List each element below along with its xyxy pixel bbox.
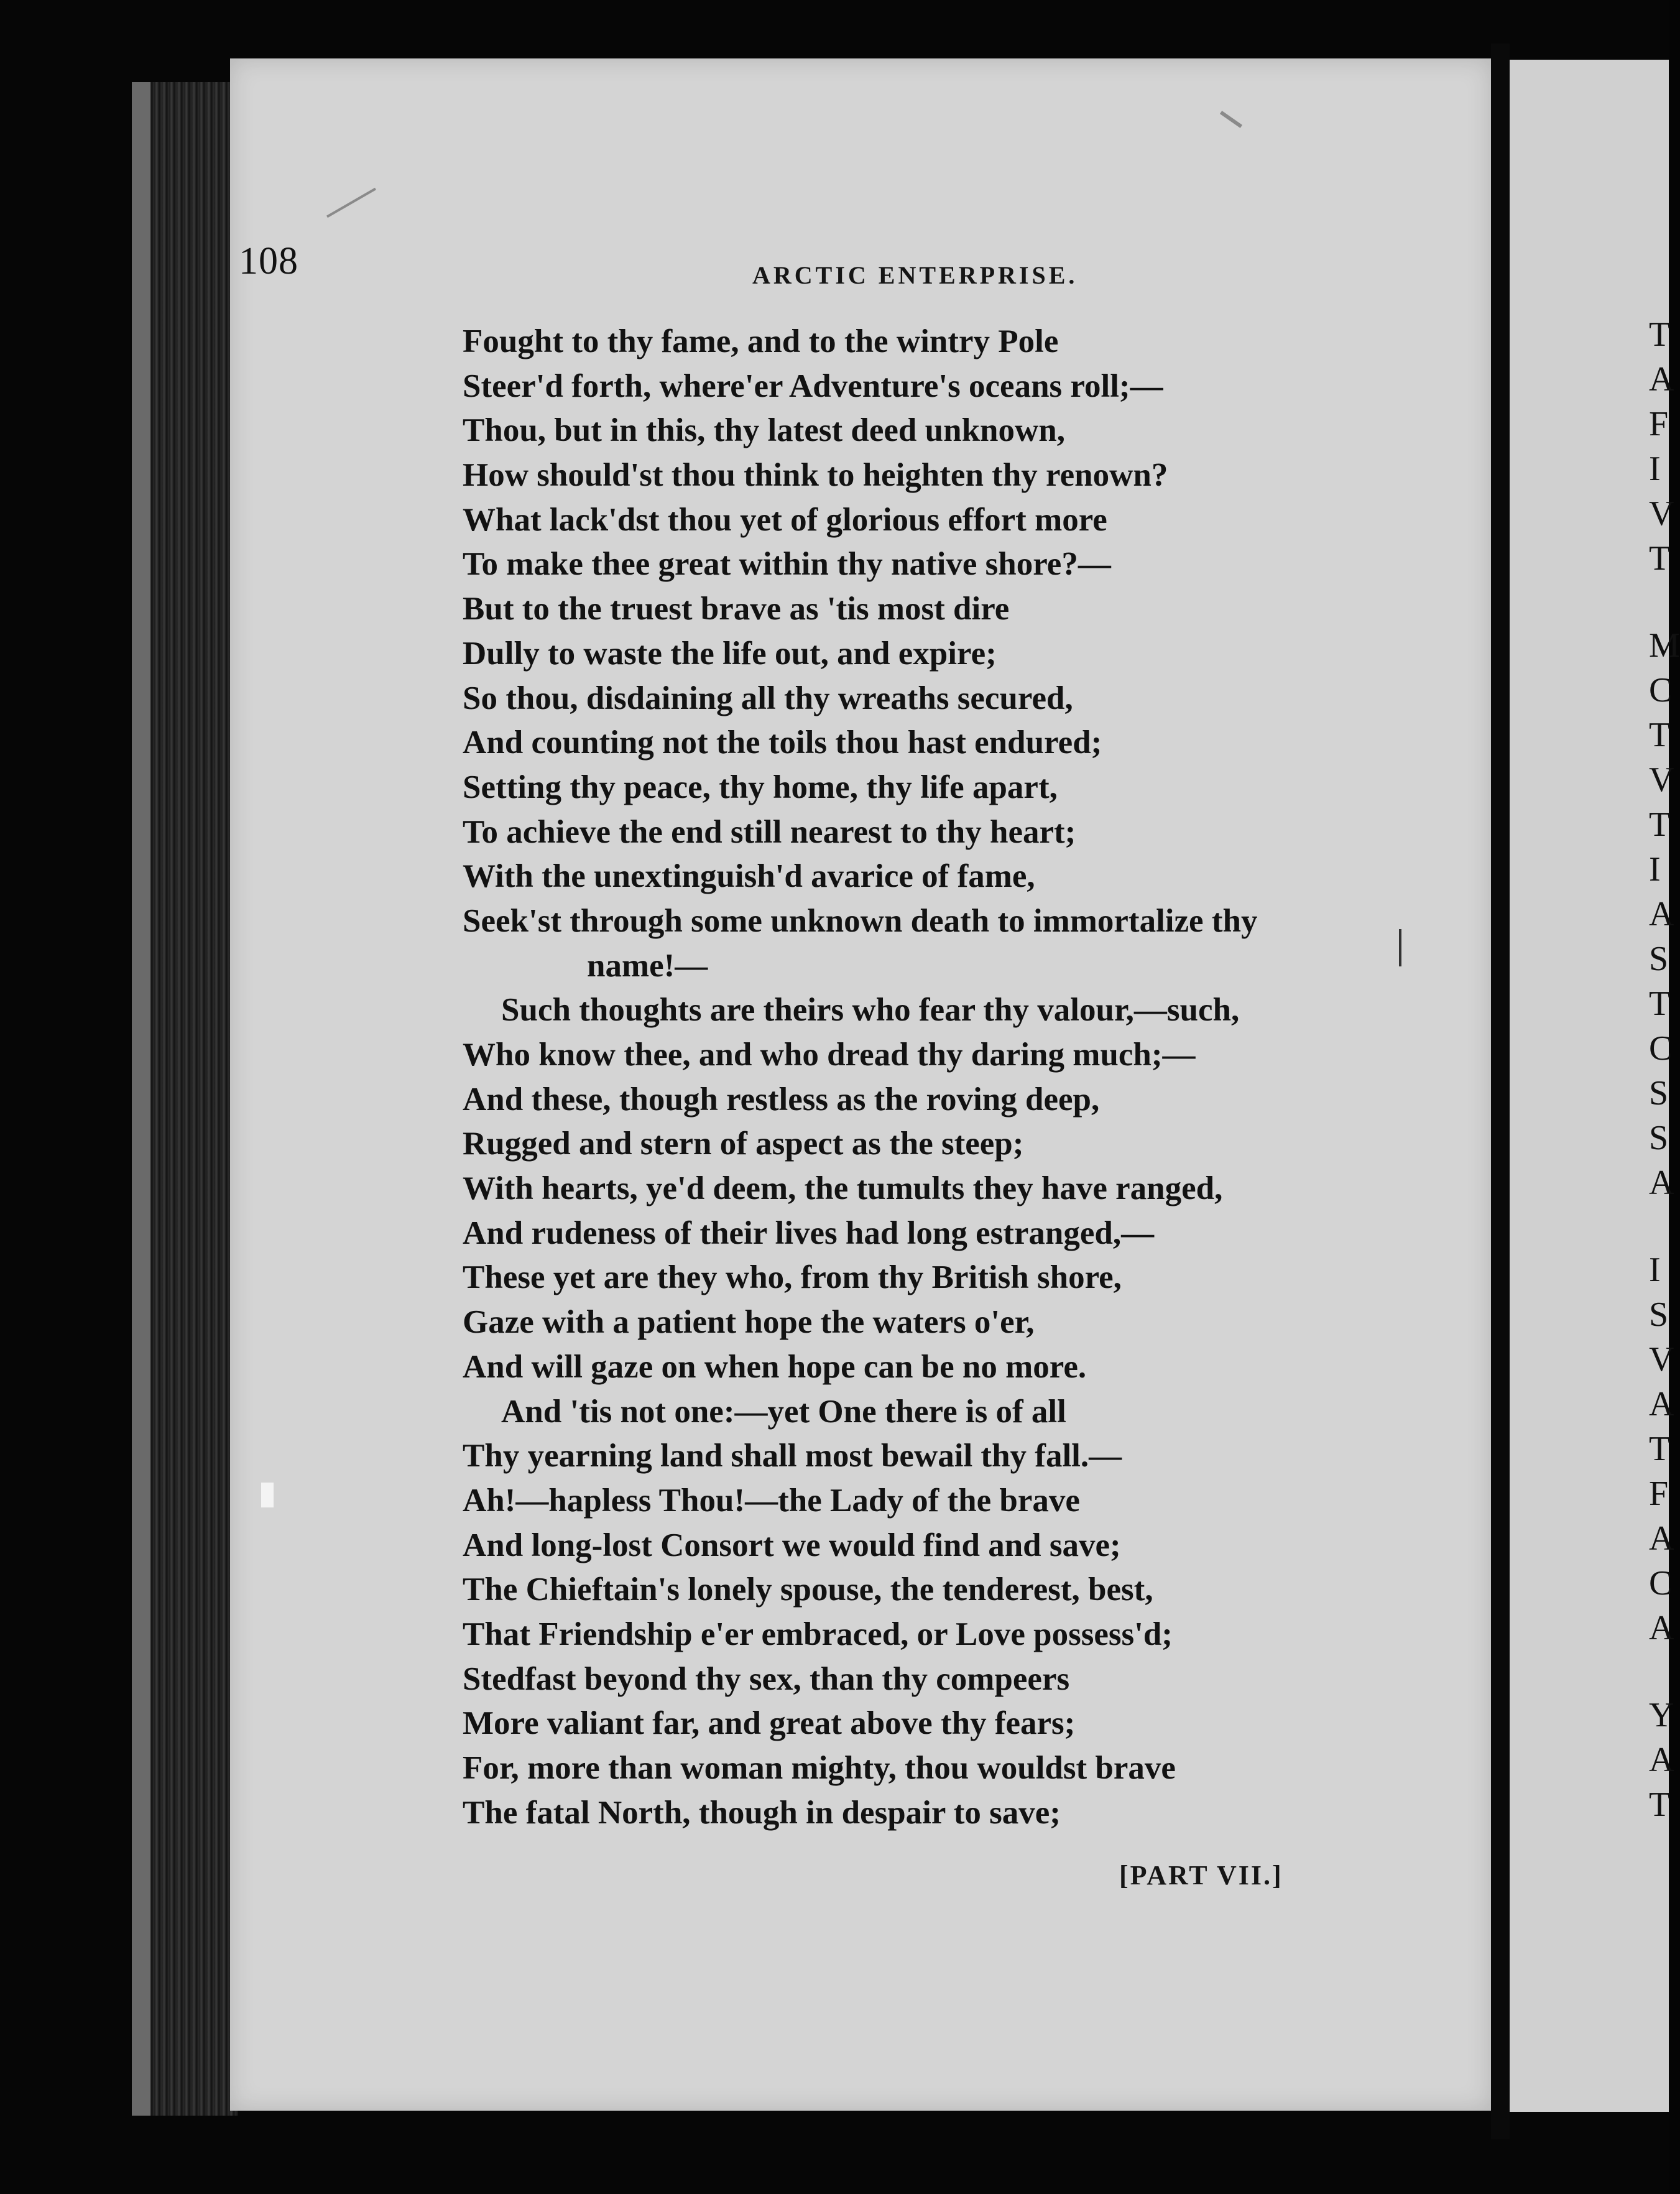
- facing-page-letter: F: [1649, 405, 1669, 443]
- poem-line: The fatal North, though in despair to save;: [463, 1794, 1061, 1831]
- poem-line: Gaze with a patient hope the waters o'er,: [463, 1304, 1035, 1341]
- poem-line: And rudeness of their lives had long estranged,—: [463, 1215, 1155, 1251]
- poem-line: Who know thee, and who dread thy daring much;—: [463, 1037, 1196, 1073]
- paper-speck: [1220, 111, 1242, 128]
- facing-page-letter: A: [1649, 1385, 1674, 1423]
- facing-page-line-starts: [1649, 0, 1680, 2194]
- poem-line: These yet are they who, from thy British shore,: [463, 1259, 1122, 1296]
- facing-page-letter: M: [1649, 626, 1680, 665]
- facing-page-letter: I: [1649, 1251, 1661, 1289]
- poem-line: That Friendship e'er embraced, or Love possess'd;: [463, 1616, 1173, 1652]
- facing-page-letter: A: [1649, 895, 1674, 933]
- poem-line: How should'st thou think to heighten thy renown?: [463, 457, 1168, 494]
- book-gutter: [1491, 44, 1510, 2139]
- poem-line: More valiant far, and great above thy fears;: [463, 1705, 1076, 1742]
- poem-line: For, more than woman mighty, thou wouldst brave: [463, 1750, 1176, 1786]
- poem-line: And these, though restless as the roving deep,: [463, 1081, 1100, 1118]
- facing-page-letter: S: [1649, 1119, 1669, 1157]
- facing-page-letter: T: [1649, 984, 1671, 1023]
- poem-line: Seek'st through some unknown death to immortalize thy: [463, 902, 1258, 939]
- facing-page-letter: A: [1649, 1741, 1674, 1779]
- poem-line: name!—: [587, 947, 708, 984]
- poem-line: Such thoughts are theirs who fear thy valour,—such,: [501, 992, 1240, 1029]
- poem-line: And will gaze on when hope can be no more.: [463, 1348, 1087, 1385]
- poem-line: Steer'd forth, where'er Adventure's oceans roll;—: [463, 368, 1163, 404]
- book-page-right: [1510, 60, 1669, 2112]
- poem-line: Dully to waste the life out, and expire;: [463, 635, 997, 672]
- facing-page-letter: C: [1649, 1029, 1673, 1068]
- facing-page-letter: T: [1649, 539, 1671, 578]
- poem-line: Stedfast beyond thy sex, than thy compeers: [463, 1660, 1070, 1697]
- facing-page-letter: F: [1649, 1474, 1669, 1513]
- poem-text: [463, 320, 1420, 1835]
- poem-line: Ah!—hapless Thou!—the Lady of the brave: [463, 1482, 1080, 1519]
- facing-page-letter: S: [1649, 940, 1669, 978]
- facing-page-letter: I: [1649, 850, 1661, 889]
- facing-page-letter: T: [1649, 1785, 1671, 1824]
- book-cover-edge: [132, 82, 150, 2116]
- poem-line: Thy yearning land shall most bewail thy fall.—: [463, 1438, 1122, 1474]
- facing-page-letter: Y: [1649, 1696, 1674, 1734]
- facing-page-letter: T: [1649, 315, 1671, 354]
- poem-line: With hearts, ye'd deem, the tumults they have ranged,: [463, 1170, 1223, 1207]
- facing-page-letter: A: [1649, 360, 1674, 399]
- page-number: 108: [239, 240, 298, 282]
- poem-line: So thou, disdaining all thy wreaths secured,: [463, 680, 1073, 716]
- facing-page-letter: A: [1649, 1519, 1674, 1558]
- facing-page-letter: S: [1649, 1074, 1669, 1113]
- facing-page-letter: V: [1649, 494, 1674, 533]
- poem-line: And counting not the toils thou hast endured;: [463, 724, 1102, 761]
- poem-line: And long-lost Consort we would find and save;: [463, 1527, 1121, 1563]
- poem-line: To make thee great within thy native shore?—: [463, 546, 1111, 583]
- poem-line: Rugged and stern of aspect as the steep;: [463, 1126, 1024, 1162]
- facing-page-letter: V: [1649, 1340, 1674, 1379]
- facing-page-letter: C: [1649, 1564, 1673, 1603]
- paper-speck: [261, 1483, 274, 1507]
- facing-page-letter: A: [1649, 1609, 1674, 1647]
- catchword: [PART VII.]: [1119, 1860, 1283, 1891]
- paper-speck: [326, 188, 376, 218]
- facing-page-letter: T: [1649, 716, 1671, 754]
- facing-page-letter: T: [1649, 805, 1671, 844]
- facing-page-letter: S: [1649, 1295, 1669, 1334]
- poem-line: What lack'dst thou yet of glorious effort more: [463, 501, 1107, 538]
- poem-line: Setting thy peace, thy home, thy life apart,: [463, 769, 1058, 805]
- poem-line: With the unextinguish'd avarice of fame,: [463, 858, 1035, 895]
- poem-line: But to the truest brave as 'tis most dire: [463, 591, 1010, 627]
- facing-page-letter: I: [1649, 450, 1661, 488]
- poem-line: And 'tis not one:—yet One there is of all: [501, 1393, 1066, 1430]
- facing-page-letter: V: [1649, 761, 1674, 799]
- facing-page-letter: T: [1649, 1430, 1671, 1468]
- running-title: ARCTIC ENTERPRISE.: [752, 261, 1078, 289]
- facing-page-letter: C: [1649, 671, 1673, 710]
- poem-line: Fought to thy fame, and to the wintry Pole: [463, 323, 1059, 359]
- poem-line: Thou, but in this, thy latest deed unknown,: [463, 412, 1066, 449]
- poem-line: To achieve the end still nearest to thy heart;: [463, 813, 1076, 850]
- facing-page-letter: A: [1649, 1164, 1674, 1202]
- running-head: [0, 239, 1669, 289]
- poem-line: The Chieftain's lonely spouse, the tenderest, best,: [463, 1571, 1153, 1608]
